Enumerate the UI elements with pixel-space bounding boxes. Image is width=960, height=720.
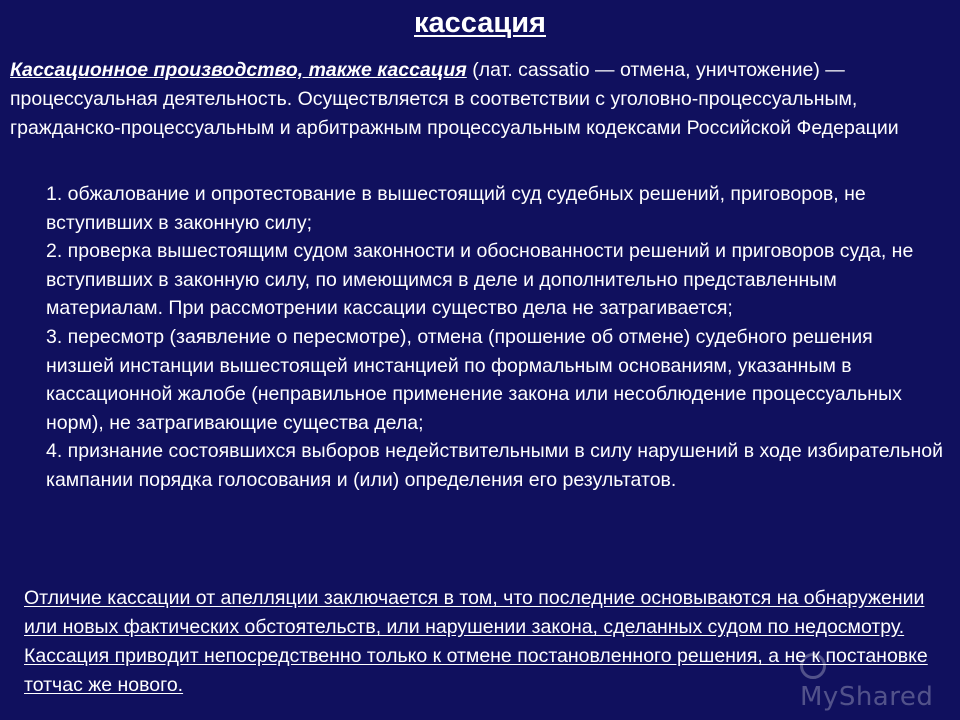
definitions-list xyxy=(46,180,946,495)
list-item: 3. пересмотр (заявление о пересмотре), отмена (прошение об отмене) судебного решения низшей инстанции вышестоящей инстанцией по формальным основаниям, указанным в кассационной жалобе (неправильное применение закона или несоблюдение процессуальных норм), не затрагивающие существа дела; xyxy=(46,325,902,434)
list-item: 2. проверка вышестоящим судом законности и обоснованности решений и приговоров суда, не вступивших в законную силу, по имеющимся в деле и дополнительно представленным материалам. При рассмотрении кассации существо дела не затрагивается; xyxy=(46,240,914,320)
intro-paragraph xyxy=(10,56,955,143)
watermark xyxy=(800,652,960,712)
list-item: 4. признание состоявшихся выборов недействительными в силу нарушений в ходе избирательной кампании порядка голосования и (или) определения его результатов. xyxy=(46,440,943,491)
footer-paragraph: Отличие кассации от апелляции заключается в том, что последние основываются на обнаружении или новых фактических обстоятельств, или нарушении закона, сделанных судом по недосмотру. Кассация приводит непосредственно только к отмене постановленного решения, а не к постановке тотчас же нового. xyxy=(24,587,928,696)
list-item: 1. обжалование и опротестование в вышестоящий суд судебных решений, приговоров, не вступивших в законную силу; xyxy=(46,183,866,234)
page-title: кассация xyxy=(414,7,546,39)
intro-term: Кассационное производство, также кассация xyxy=(10,59,467,81)
watermark-logo-icon xyxy=(800,653,826,679)
intro-text: (лат. cassatio — отмена, уничтожение) — процессуальная деятельность. Осуществляется в соответствии с уголовно-процессуальным, гражданско-процессуальным и арбитражным процессуальным кодексами Российской Федерации xyxy=(10,59,899,139)
watermark-text: MyShared xyxy=(800,682,934,712)
